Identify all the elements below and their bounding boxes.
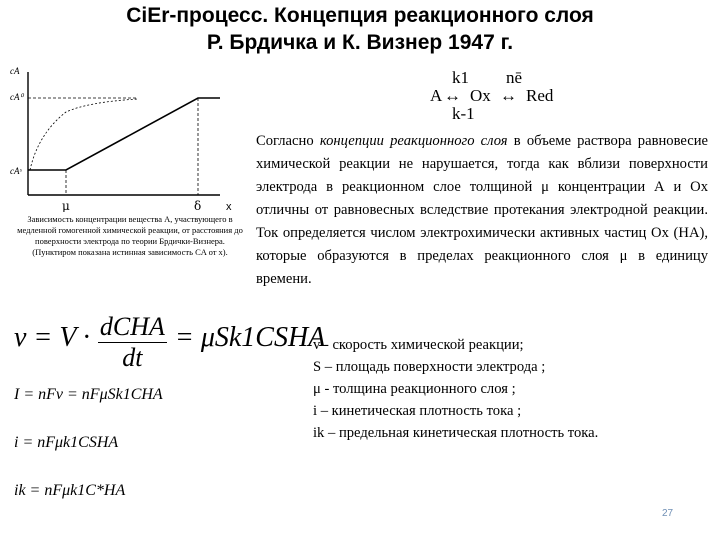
y-label-surface: cAˢ: [10, 166, 22, 176]
formula-rate: [14, 312, 325, 373]
model-profile-line: [28, 98, 220, 170]
symbol-legend: [313, 334, 713, 444]
kminus1-label: k-1: [452, 104, 475, 123]
paragraph-part1: Согласно: [256, 133, 320, 149]
species-A: A: [430, 86, 443, 105]
mu-label: μ: [62, 199, 70, 212]
graph-caption: Зависимость концентрации вещества А, участвующего в медленной гомогенной химической реакции, от расстояния до поверхности электрода по теории Брдички-Визнера.(Пунктиром показана истинная зависимость CA от x).: [17, 214, 243, 257]
equilibrium-arrow: ↔: [444, 86, 461, 105]
concept-paragraph: [256, 130, 708, 291]
eq1-numerator: dCHA: [99, 312, 165, 341]
concentration-graph: [8, 62, 248, 212]
formula-limiting-density: ik = nFμk1C*HA: [14, 482, 126, 499]
paragraph-italic: концепции реакционного слоя: [319, 133, 508, 149]
k1-label: k1: [452, 68, 469, 87]
species-Ox: Ox: [470, 86, 491, 105]
legend-S: S – площадь поверхности электрода ;: [313, 359, 546, 375]
ne-label: nē: [506, 68, 523, 87]
title-line-1: CiEr-процесс. Концепция реакционного слоя: [126, 4, 594, 27]
electrode-arrow: ↔: [500, 86, 517, 105]
legend-i: i – кинетическая плотность тока ;: [313, 403, 522, 419]
formula-block: [8, 306, 326, 536]
slide-title: [0, 2, 720, 56]
delta-label: δ: [194, 199, 202, 212]
title-line-2: Р. Брдичка и К. Визнер 1947 г.: [206, 31, 514, 54]
x-label: x: [226, 201, 232, 212]
page-number: 27: [662, 508, 674, 519]
eq1-left: v = V ·: [14, 322, 90, 354]
eq1-denominator: dt: [122, 343, 143, 372]
species-Red: Red: [526, 86, 554, 105]
formula-kinetic-density: i = nFμk1CSHA: [14, 434, 119, 451]
legend-mu: μ - толщина реакционного слоя ;: [313, 381, 516, 397]
y-label-bulk: cA⁰: [10, 92, 24, 102]
formula-current: I = nFv = nFμSk1CHA: [14, 386, 163, 403]
y-label-top: cA: [10, 66, 20, 76]
paragraph-part2: в объеме раствора равновесие химической реакции не нарушается, тогда как вблизи поверхности электрода в реакционном слое толщиной μ концентрации А и Ох отличны от равновесных вследствие протекания электродной реакции. Ток определяется числом электрохимически активных частиц Ох (НА), которые образуются в пределах реакционного слоя μ в единицу времени.: [256, 133, 708, 287]
reaction-scheme: [414, 68, 584, 124]
eq1-right: = μSk1CSHA: [174, 322, 326, 354]
legend-ik: ik – предельная кинетическая плотность тока.: [313, 425, 599, 441]
legend-v: v - скорость химической реакции;: [313, 337, 524, 353]
